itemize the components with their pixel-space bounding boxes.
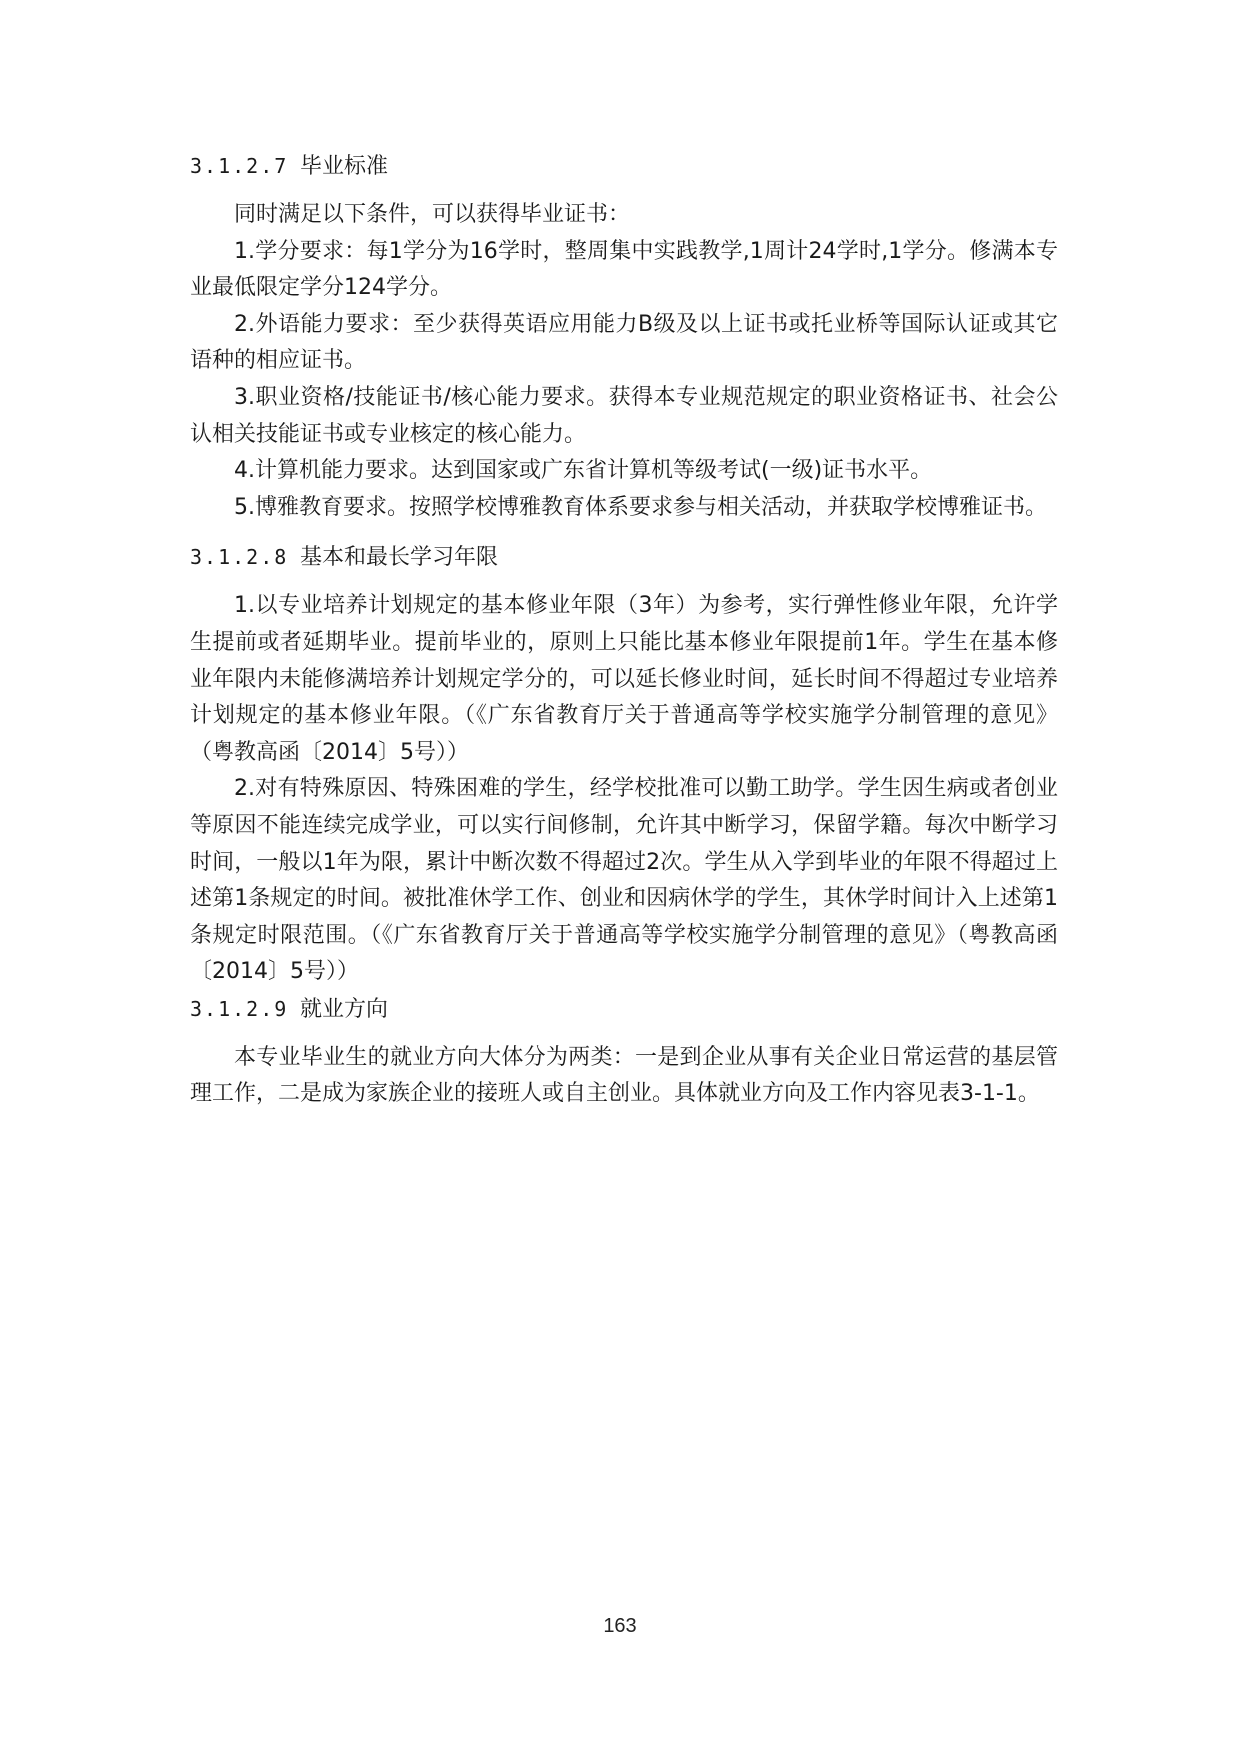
paragraph: 本专业毕业生的就业方向大体分为两类：一是到企业从事有关企业日常运营的基层管理工作，二是成为家族企业的接班人或自主创业。具体就业方向及工作内容见表3-1-1。 [190, 1044, 1058, 1107]
section-heading-employment [190, 991, 1058, 1027]
section-heading-duration [190, 539, 1058, 575]
section-heading-graduation [190, 148, 1058, 184]
paragraph: 2.外语能力要求：至少获得英语应用能力B级及以上证书或托业桥等国际认证或其它语种的相应证书。 [190, 311, 1058, 374]
paragraph: 2.对有特殊原因、特殊困难的学生，经学校批准可以勤工助学。学生因生病或者创业等原因不能连续完成学业，可以实行间修制，允许其中断学习，保留学籍。每次中断学习时间，一般以1年为限，累计中断次数不得超过2次。学生从入学到毕业的年限不得超过上述第1条规定的时间。被批准休学工作、创业和因病休学的学生，其休学时间计入上述第1条规定时限范围。（《广东省教育厅关于普通高等学校实施学分制管理的意见》（粤教高函〔2014〕5号）） [190, 776, 1058, 985]
section-number: 3.1.2.9 [190, 996, 289, 1021]
paragraph: 3.职业资格/技能证书/核心能力要求。获得本专业规范规定的职业资格证书、社会公认相关技能证书或专业核定的核心能力。 [190, 384, 1058, 447]
paragraph: 5.博雅教育要求。按照学校博雅教育体系要求参与相关活动，并获取学校博雅证书。 [234, 494, 1047, 520]
section-title: 就业方向 [300, 996, 389, 1022]
section-title: 毕业标准 [300, 154, 389, 179]
paragraph: 同时满足以下条件，可以获得毕业证书： [234, 202, 631, 227]
paragraph: 4.计算机能力要求。达到国家或广东省计算机等级考试(一级)证书水平。 [234, 458, 933, 484]
section-number: 3.1.2.8 [190, 545, 289, 570]
paragraph: 1.以专业培养计划规定的基本修业年限（3年）为参考，实行弹性修业年限，允许学生提前或者延期毕业。提前毕业的，原则上只能比基本修业年限提前1年。学生在基本修业年限内未能修满培养计划规定学分的，可以延长修业时间，延长时间不得超过专业培养计划规定的基本修业年限。（《广东省教育厅关于普通高等学校实施学分制管理的意见》（粤教高函〔2014〕5号）） [190, 593, 1058, 765]
page-number: 163 [603, 1615, 637, 1637]
page-content [190, 148, 1058, 1113]
section-title: 基本和最长学习年限 [300, 545, 499, 571]
paragraph: 1.学分要求：每1学分为16学时，整周集中实践教学,1周计24学时,1学分。修满本专业最低限定学分124学分。 [190, 238, 1058, 301]
section-number: 3.1.2.7 [190, 154, 289, 178]
